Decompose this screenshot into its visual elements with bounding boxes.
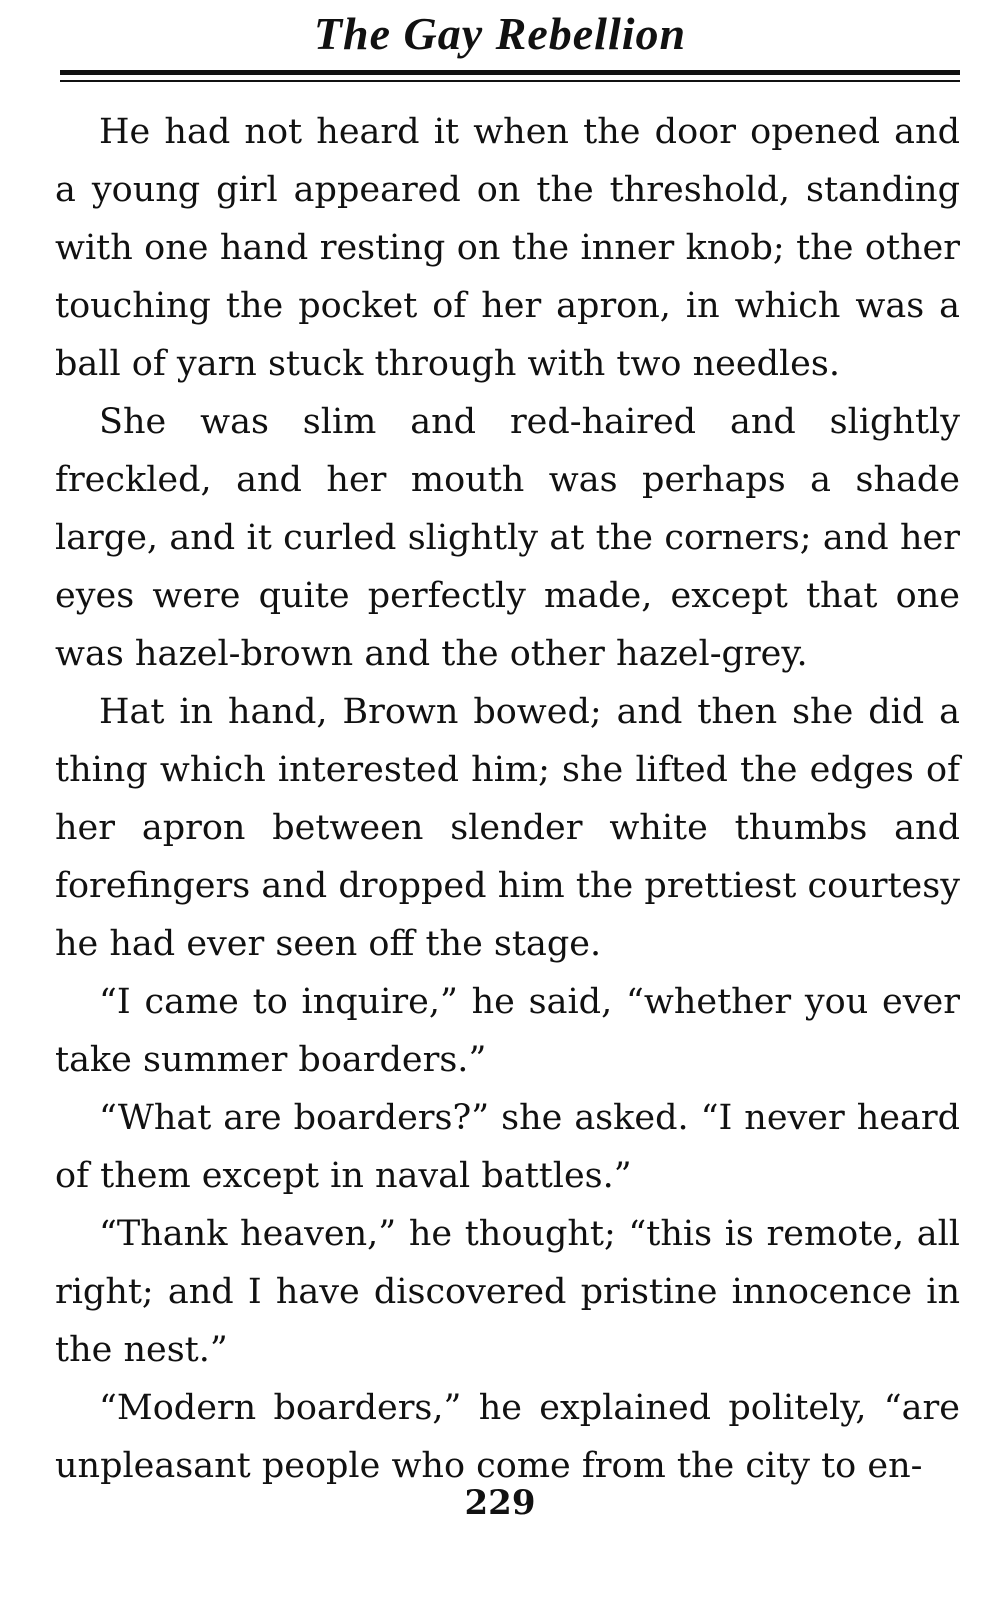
paragraph: “Modern boarders,” he explained politely, “are unpleasant people who come from the city to en- [55,1388,960,1486]
paragraph: “What are boarders?” she asked. “I never heard of them except in naval battles.” [55,1098,960,1196]
paragraph: “Thank heaven,” he thought; “this is remote, all right; and I have discovered pristine innocence in the nest.” [55,1214,960,1370]
running-title: The Gay Rebellion [313,8,687,59]
page-body [55,103,960,1495]
paragraph: Hat in hand, Brown bowed; and then she did a thing which interested him; she lifted the edges of her apron between slender white thumbs and forefingers and dropped him the prettiest courtesy he had ever seen off the stage. [55,692,960,964]
page-number: 229 [464,1483,536,1523]
paragraph: He had not heard it when the door opened and a young girl appeared on the threshold, standing with one hand resting on the inner knob; the other touching the pocket of her apron, in which was a ball of yarn stuck through with two needles. [55,112,960,384]
paragraph: She was slim and red-haired and slightly freckled, and her mouth was perhaps a shade large, and it curled slightly at the corners; and her eyes were quite perfectly made, except that one was hazel-brown and the other hazel-grey. [55,402,960,674]
header-rule-thick [60,70,960,75]
header-rule-thin [60,80,960,82]
paragraph: “I came to inquire,” he said, “whether you ever take summer boarders.” [55,982,960,1080]
